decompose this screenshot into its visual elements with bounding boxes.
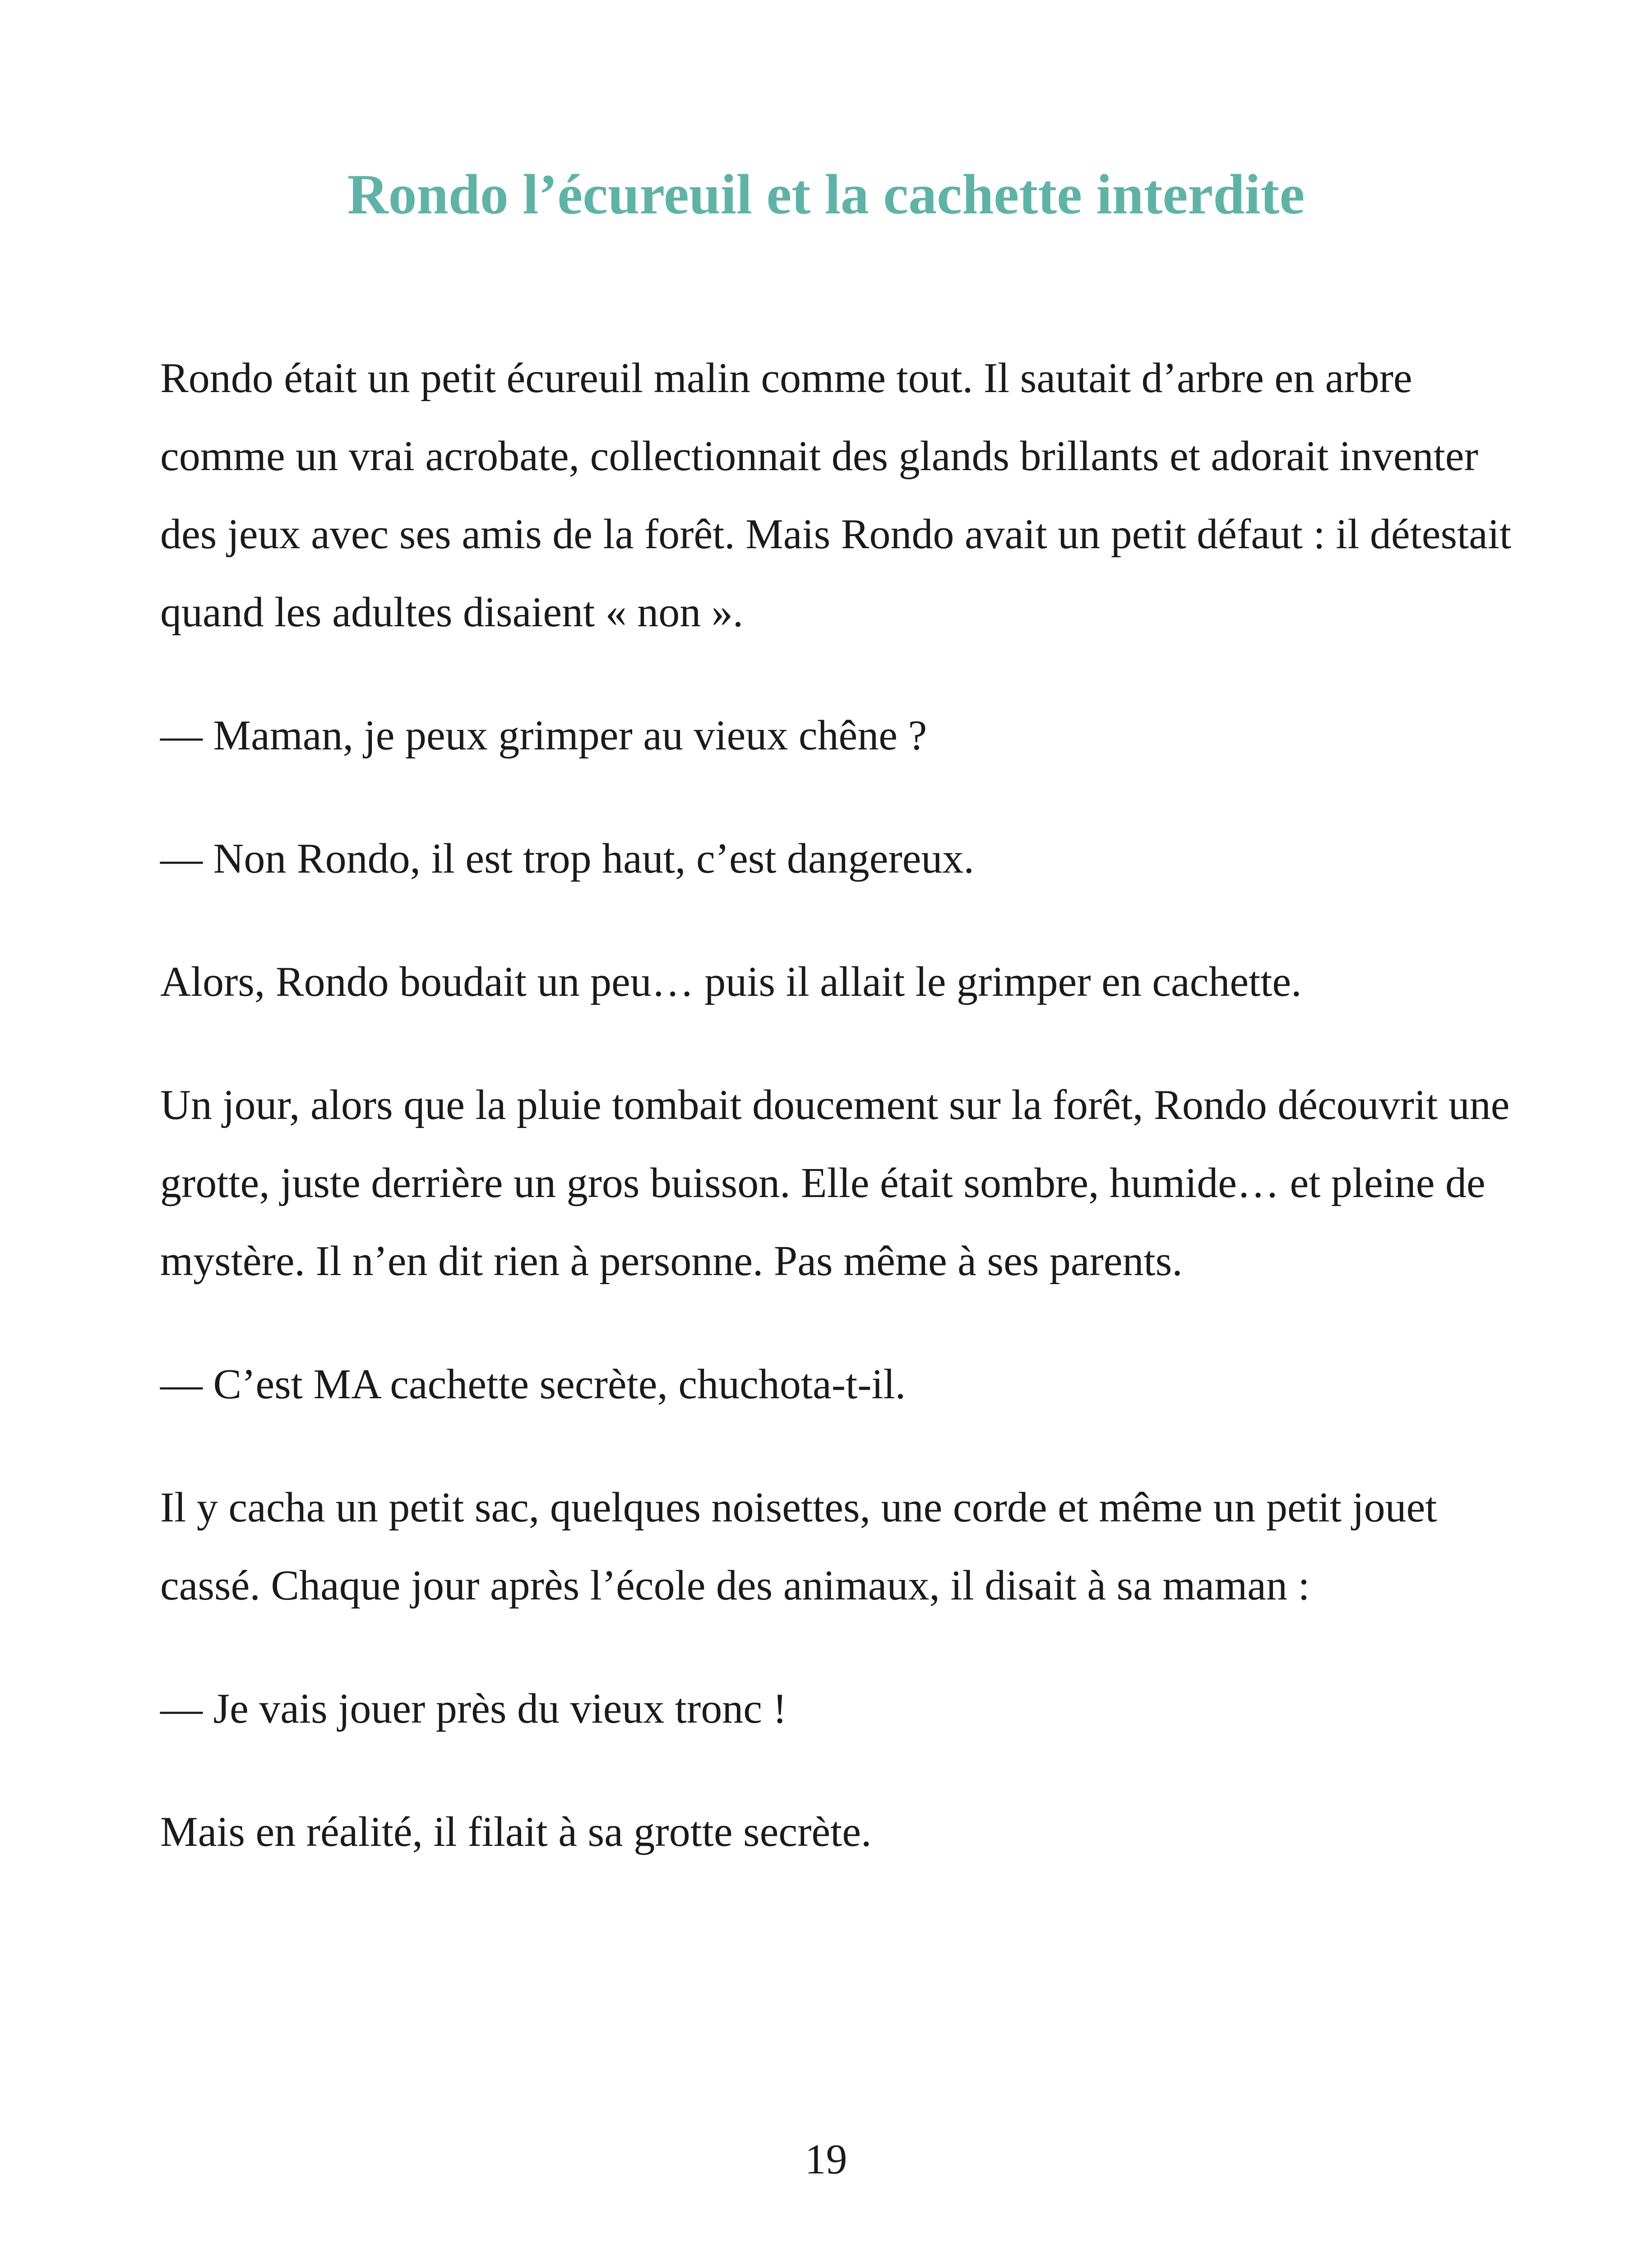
paragraph: Alors, Rondo boudait un peu… puis il allait le grimper en cachette. — [160, 958, 1302, 1005]
dialogue-line: — Je vais jouer près du vieux tronc ! — [160, 1685, 787, 1732]
dialogue-line: — Maman, je peux grimper au vieux chêne ? — [160, 712, 927, 759]
story-title: Rondo l’écureuil et la cachette interdite — [347, 163, 1305, 226]
paragraph: Mais en réalité, il filait à sa grotte secrète. — [160, 1808, 872, 1855]
dialogue-line: — C’est MA cachette secrète, chuchota-t-il. — [160, 1361, 906, 1408]
paragraph: Il y cacha un petit sac, quelques noisettes, une corde et même un petit jouet cassé. Chaque jour après l’école des animaux, il disait à sa maman : — [160, 1484, 1437, 1609]
paragraph: Un jour, alors que la pluie tombait doucement sur la forêt, Rondo découvrit une grotte, juste derrière un gros buisson. Elle était sombre, humide… et pleine de mystère. Il n’en dit rien à personne. Pas même à ses parents. — [160, 1082, 1510, 1285]
page-number: 19 — [805, 2136, 847, 2183]
story-body — [160, 339, 1523, 1916]
dialogue-line: — Non Rondo, il est trop haut, c’est dangereux. — [160, 835, 974, 882]
paragraph: Rondo était un petit écureuil malin comme tout. Il sautait d’arbre en arbre comme un vrai acrobate, collectionnait des glands brillants et adorait inventer des jeux avec ses amis de la forêt. Mais Rondo avait un petit défaut : il détestait quand les adultes disaient « non ». — [160, 355, 1512, 636]
